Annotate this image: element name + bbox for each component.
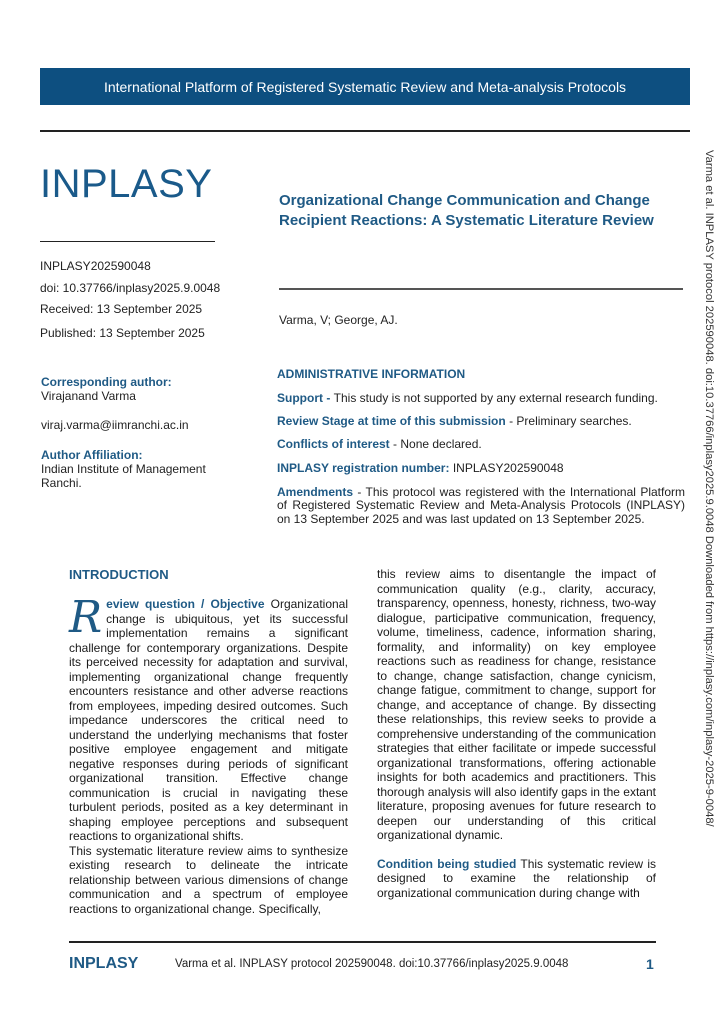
inplasy-logo: INPLASY	[40, 162, 213, 206]
introduction-heading: INTRODUCTION	[69, 567, 169, 582]
banner-text: International Platform of Registered Systematic Review and Meta-analysis Protocols	[103, 78, 627, 95]
corresponding-author-email[interactable]: viraj.varma@iimranchi.ac.in	[41, 418, 189, 432]
divider	[40, 241, 215, 242]
condition-paragraph: Condition being studied This systematic review is designed to examine the relationship of organizational communication during change with	[377, 856, 656, 900]
drop-cap: R	[69, 592, 103, 643]
intro-column-left	[69, 592, 349, 916]
paper-title: Organizational Change Communication and Change Recipient Reactions: A Systematic Literature Review	[279, 192, 654, 229]
divider	[40, 130, 690, 132]
admin-review-stage: Review Stage at time of this submission - Preliminary searches.	[277, 414, 632, 428]
page-number: 1	[646, 956, 654, 972]
intro-column-right	[377, 567, 656, 900]
authors: Varma, V; George, AJ.	[279, 313, 398, 327]
divider	[279, 288, 683, 290]
footer-logo: INPLASY	[69, 955, 139, 972]
intro-paragraph-3: this review aims to disentangle the impact of communication quality (e.g., clarity, accuracy, transparency, openness, honesty, richness, two-way dialogue, participative communication, frequency, volume, timeliness, cadence, information sharing, formality, and informality) on key employee reactions such as readiness for change, resistance to change, change satisfaction, change cynicism, change fatigue, commitment to change, support for change, and acceptance of change. By dissecting these relationships, this review seeks to provide a comprehensive understanding of the communication strategies that either facilitate or impede successful organizational transformations, offering actionable insights for both academics and practitioners. This thorough analysis will also identify gaps in the extant literature, proposing avenues for future research to deepen our understanding of this critical organizational dynamic.	[377, 567, 656, 842]
affiliation-label: Author Affiliation:	[41, 448, 143, 462]
intro-paragraph-2: This systematic literature review aims to synthesize existing research to delineate the intricate relationship between various dimensions of change communication and a spectrum of employee reactions to organizational change. Specifically,	[69, 843, 348, 916]
footer-citation: Varma et al. INPLASY protocol 202590048. doi:10.37766/inplasy2025.9.0048	[175, 958, 569, 970]
admin-registration: INPLASY registration number: INPLASY202590048	[277, 461, 564, 475]
corresponding-author-name: Virajanand Varma	[41, 389, 136, 403]
admin-amendments: Amendments - This protocol was registered with the International Platform of Registered Systematic Review and Meta-Analysis Protocols (INPLASY) on 13 September 2025 and was last updated on 13 September 2025.	[277, 485, 685, 526]
published-date: Published: 13 September 2025	[40, 326, 205, 340]
doi[interactable]: doi: 10.37766/inplasy2025.9.0048	[40, 281, 221, 295]
header-banner	[40, 68, 690, 105]
admin-support: Support - This study is not supported by any external research funding.	[277, 391, 658, 405]
registration-id: INPLASY202590048	[40, 259, 151, 273]
admin-conflicts: Conflicts of interest - None declared.	[277, 437, 482, 451]
affiliation-value: Indian Institute of Management Ranchi.	[41, 462, 206, 490]
admin-heading: ADMINISTRATIVE INFORMATION	[277, 367, 466, 381]
intro-paragraph-1: Review question / Objective Organizational change is ubiquitous, yet its successful implementation remains a significant challenge for contemporary organizations. Despite its perceived necessity for adaptation and survival, implementing organizational change frequently encounters resistance and other adverse reactions from employees, impeding desired outcomes. Such impedance underscores the critical need to understand the underlying mechanisms that foster positive employee engagement and mitigate negative responses during periods of significant organizational transition. Effective change communication is crucial in navigating these turbulent periods, posited as a key determinant in shaping employee perceptions and subsequent reactions to organizational shifts.	[69, 592, 349, 843]
corresponding-author-label: Corresponding author:	[41, 375, 172, 389]
side-citation: Varma et al. INPLASY protocol 202590048. doi:10.37766/inplasy2025.9.0048 Downloaded from https://inplasy.com/inplasy-2025-9-0048/	[703, 150, 715, 827]
divider	[69, 941, 656, 943]
received-date: Received: 13 September 2025	[40, 302, 203, 316]
